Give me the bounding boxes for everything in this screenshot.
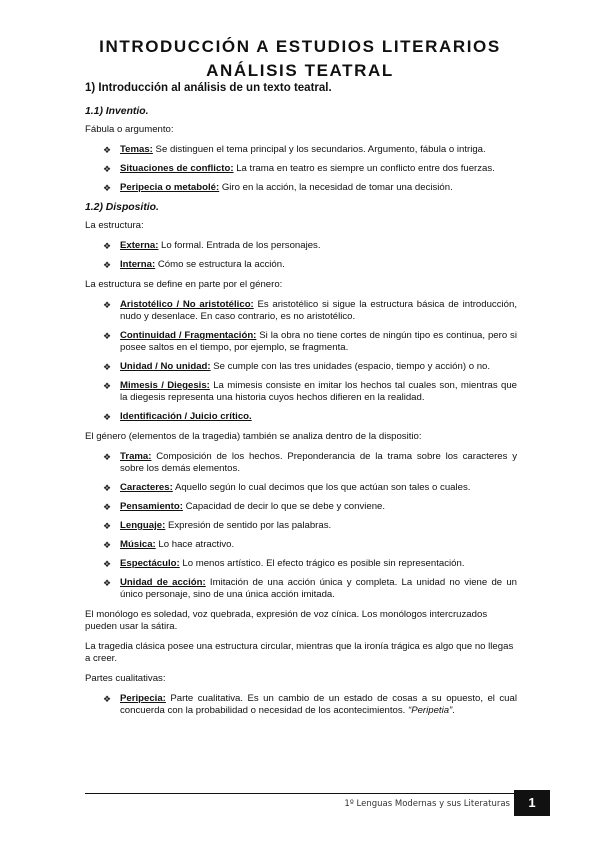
diamond-bullet-icon: ❖ bbox=[103, 412, 112, 422]
diamond-bullet-icon: ❖ bbox=[103, 452, 112, 462]
list-item: ❖ Peripecia: Parte cualitativa. Es un cambio de un estado de cosas a su opuesto, el cual concuerda con la probabilidad o necesidad de los acontecimientos. “Peripetia”. bbox=[103, 693, 517, 716]
list-item: ❖ Interna: Cómo se estructura la acción. bbox=[103, 259, 285, 270]
list-item: ❖ Unidad de acción: Imitación de una acción única y completa. La unidad no viene de un único personaje, sino de una única acción imitada. bbox=[103, 577, 517, 600]
elements-list bbox=[85, 451, 517, 601]
diamond-bullet-icon: ❖ bbox=[103, 300, 112, 310]
list-item: ❖ Situaciones de conflicto: La trama en teatro es siempre un conflicto entre dos fuerzas. bbox=[103, 163, 495, 174]
elements-intro: El género (elementos de la tragedia) también se analiza dentro de la dispositio: bbox=[85, 431, 422, 442]
diamond-bullet-icon: ❖ bbox=[103, 540, 112, 550]
list-item: ❖ Caracteres: Aquello según lo cual decimos que los que actúan son tales o cuales. bbox=[103, 482, 471, 493]
partes-list bbox=[85, 693, 517, 717]
list-item: ❖ Aristotélico / No aristotélico: Es aristotélico si sigue la estructura básica de introducción, nudo y desenlace. En caso contrario, es no aristotélico. bbox=[103, 299, 517, 322]
diamond-bullet-icon: ❖ bbox=[103, 260, 112, 270]
section-heading: 1) Introducción al análisis de un texto teatral. bbox=[85, 82, 332, 94]
inventio-subheading: 1.1) Inventio. bbox=[85, 106, 149, 117]
footer-divider bbox=[85, 793, 533, 794]
list-item: ❖ Espectáculo: Lo menos artístico. El efecto trágico es posible sin representación. bbox=[103, 558, 465, 569]
diamond-bullet-icon: ❖ bbox=[103, 164, 112, 174]
partes-intro: Partes cualitativas: bbox=[85, 673, 166, 684]
diamond-bullet-icon: ❖ bbox=[103, 502, 112, 512]
list-item: ❖ Externa: Lo formal. Entrada de los personajes. bbox=[103, 240, 321, 251]
inventio-list bbox=[85, 144, 517, 194]
list-item: ❖ Mimesis / Diegesis: La mimesis consiste en imitar los hechos tal cuales son, mientras que la diegesis representa una historia cuyos hechos difieren en la realidad. bbox=[103, 380, 518, 403]
genre-intro: La estructura se define en parte por el género: bbox=[85, 279, 283, 290]
list-item: ❖ Unidad / No unidad: Se cumple con las tres unidades (espacio, tiempo y acción) o no. bbox=[103, 361, 491, 372]
diamond-bullet-icon: ❖ bbox=[103, 694, 112, 704]
list-item: ❖ Trama: Composición de los hechos. Preponderancia de la trama sobre los caracteres y sobre los demás elementos. bbox=[103, 451, 517, 474]
diamond-bullet-icon: ❖ bbox=[103, 381, 112, 391]
page-number-badge: 1 bbox=[514, 790, 550, 816]
list-item: ❖ Continuidad / Fragmentación: Si la obra no tiene cortes de ningún tipo es continua, pero si posee saltos en el tiempo, por ejemplo, se fragmenta. bbox=[103, 330, 517, 353]
list-item: ❖ Identificación / Juicio crítico. bbox=[103, 411, 252, 422]
list-item: ❖ Pensamiento: Capacidad de decir lo que se debe y conviene. bbox=[103, 501, 386, 512]
genre-list bbox=[85, 299, 517, 423]
diamond-bullet-icon: ❖ bbox=[103, 483, 112, 493]
monologo-paragraph: El monólogo es soledad, voz quebrada, expresión de voz cínica. Los monólogos intercruzados pueden usar la sátira. bbox=[85, 609, 488, 632]
diamond-bullet-icon: ❖ bbox=[103, 241, 112, 251]
footer-course-label: 1º Lenguas Modernas y sus Literaturas bbox=[344, 799, 510, 809]
diamond-bullet-icon: ❖ bbox=[103, 145, 112, 155]
diamond-bullet-icon: ❖ bbox=[103, 331, 112, 341]
tragedia-paragraph: La tragedia clásica posee una estructura circular, mientras que la ironía trágica es algo que no llegas a creer. bbox=[85, 641, 514, 664]
document-title-line2: ANÁLISIS TEATRAL bbox=[206, 61, 394, 80]
list-item: ❖ Peripecia o metabolé: Giro en la acción, la necesidad de tomar una decisión. bbox=[103, 182, 453, 193]
list-item: ❖ Música: Lo hace atractivo. bbox=[103, 539, 235, 550]
list-item: ❖ Temas: Se distinguen el tema principal y los secundarios. Argumento, fábula o intriga. bbox=[103, 144, 486, 155]
diamond-bullet-icon: ❖ bbox=[103, 578, 112, 588]
dispositio-subheading: 1.2) Dispositio. bbox=[85, 202, 159, 213]
estructura-list bbox=[85, 240, 517, 271]
diamond-bullet-icon: ❖ bbox=[103, 362, 112, 372]
document-title-line1: INTRODUCCIÓN A ESTUDIOS LITERARIOS bbox=[99, 37, 501, 56]
diamond-bullet-icon: ❖ bbox=[103, 183, 112, 193]
inventio-intro: Fábula o argumento: bbox=[85, 124, 174, 135]
diamond-bullet-icon: ❖ bbox=[103, 559, 112, 569]
diamond-bullet-icon: ❖ bbox=[103, 521, 112, 531]
dispositio-intro: La estructura: bbox=[85, 220, 144, 231]
list-item: ❖ Lenguaje: Expresión de sentido por las palabras. bbox=[103, 520, 332, 531]
document-body bbox=[85, 100, 517, 725]
